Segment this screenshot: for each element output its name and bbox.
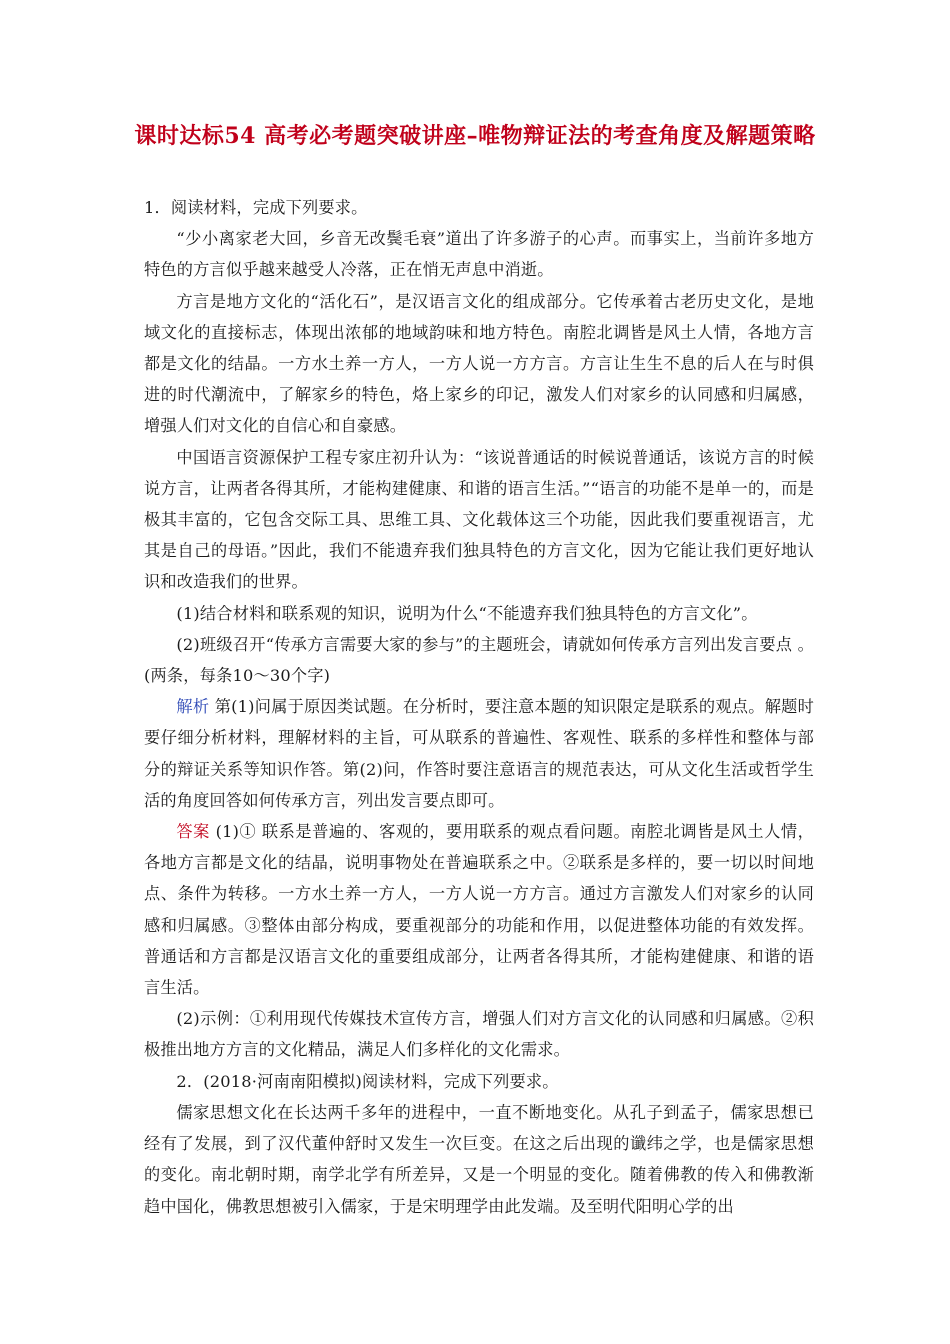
question-1-material-paragraph-1: “少小离家老大回，乡音无改鬓毛衰”道出了许多游子的心声。而事实上，当前许多地方特色的方言似乎越来越受人冷落，正在悄无声息中消逝。 bbox=[144, 229, 814, 280]
analysis-label: 解析 bbox=[176, 697, 210, 717]
document-body bbox=[144, 192, 814, 1222]
analysis-text: 第(1)问属于原因类试题。在分析时，要注意本题的知识限定是联系的观点。解题时要仔细分析材料，理解材料的主旨，可从联系的普遍性、客观性、联系的多样性和整体与部分的辩证关系等知识作答。第(2)问，作答时要注意语言的规范表达，可从文化生活或哲学生活的角度回答如何传承方言，列出发言要点即可。 bbox=[144, 697, 814, 810]
answer-label: 答案 bbox=[176, 822, 210, 842]
question-1-subquestion-1: (1)结合材料和联系观的知识，说明为什么“不能遗弃我们独具特色的方言文化”。 bbox=[176, 603, 758, 623]
question-2-heading: 2．(2018·河南南阳模拟)阅读材料，完成下列要求。 bbox=[176, 1071, 559, 1091]
question-1-answer-2: (2)示例：①利用现代传媒技术宣传方言，增强人们对方言文化的认同感和归属感。②积极推出地方方言的文化精品，满足人们多样化的文化需求。 bbox=[144, 1009, 814, 1060]
question-1-analysis bbox=[144, 691, 814, 816]
question-2-material-paragraph-1: 儒家思想文化在长达两千多年的进程中，一直不断地变化。从孔子到孟子，儒家思想已经有了发展，到了汉代董仲舒时又发生一次巨变。在这之后出现的谶纬之学，也是儒家思想的变化。南北朝时期，南学北学有所差异，又是一个明显的变化。随着佛教的传入和佛教渐趋中国化，佛教思想被引入儒家，于是宋明理学由此发端。及至明代阳明心学的出 bbox=[144, 1102, 814, 1216]
question-1-subquestion-2: (2)班级召开“传承方言需要大家的参与”的主题班会，请就如何传承方言列出发言要点 。(两条，每条10～30个字) bbox=[144, 634, 814, 686]
question-1-material-paragraph-2: 方言是地方文化的“活化石”，是汉语言文化的组成部分。它传承着古老历史文化，是地域文化的直接标志，体现出浓郁的地域韵味和地方特色。南腔北调皆是风土人情，各地方言都是文化的结晶。一方水土养一方人，一方人说一方方言。方言让生生不息的后人在与时俱进的时代潮流中，了解家乡的特色，烙上家乡的印记，激发人们对家乡的认同感和归属感，增强人们对文化的自信心和自豪感。 bbox=[144, 291, 814, 436]
question-1-heading: 1．阅读材料，完成下列要求。 bbox=[144, 198, 368, 217]
page-title: 课时达标54 高考必考题突破讲座–唯物辩证法的考查角度及解题策略 bbox=[134, 123, 816, 149]
answer-text-1: (1)① 联系是普遍的、客观的，要用联系的观点看问题。南腔北调皆是风土人情，各地方言都是文化的结晶，说明事物处在普遍联系之中。②联系是多样的，要一切以时间地点、条件为转移。一方水土养一方人，一方人说一方方言。通过方言激发人们对家乡的认同感和归属感。③整体由部分构成，要重视部分的功能和作用，以促进整体功能的有效发挥。普通话和方言都是汉语言文化的重要组成部分，让两者各得其所，才能构建健康、和谐的语言生活。 bbox=[144, 822, 814, 998]
question-1-answer-1 bbox=[144, 816, 814, 1003]
question-1-material-paragraph-3: 中国语言资源保护工程专家庄初升认为：“该说普通话的时候说普通话，该说方言的时候说方言，让两者各得其所，才能构建健康、和谐的语言生活。”“语言的功能不是单一的，而是极其丰富的，它包含交际工具、思维工具、文化载体这三个功能，因此我们要重视语言，尤其是自己的母语。”因此，我们不能遗弃我们独具特色的方言文化，因为它能让我们更好地认识和改造我们的世界。 bbox=[144, 447, 814, 592]
